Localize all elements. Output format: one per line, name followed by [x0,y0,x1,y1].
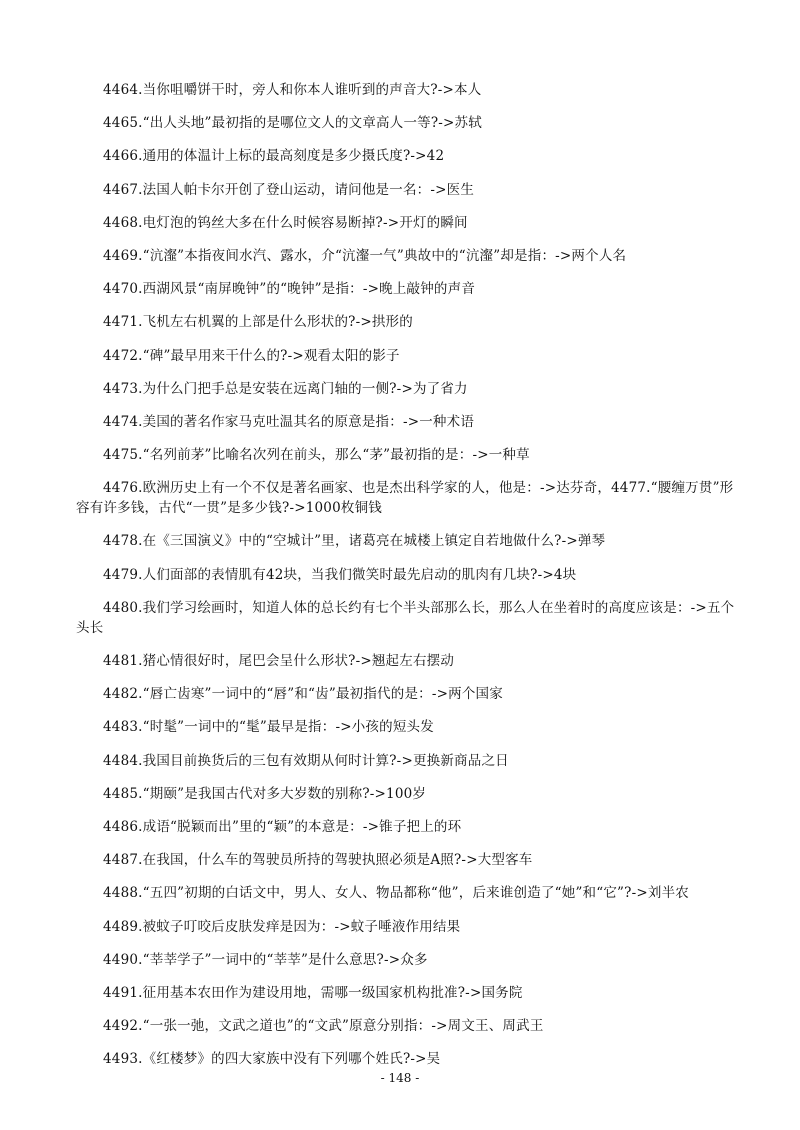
question-4491: 4491.征用基本农田作为建设用地，需哪一级国家机构批准?->国务院 [103,984,523,1001]
question-4467: 4467.法国人帕卡尔开创了登山运动，请问他是一名：->医生 [103,181,475,198]
question-4479: 4479.人们面部的表情肌有42块，当我们微笑时最先启动的肌肉有几块?->4块 [103,566,577,583]
question-4488: 4488.“五四”初期的白话文中，男人、女人、物品都称“他”，后来谁创造了“她”和“它”?->刘半农 [103,885,689,902]
question-4472: 4472.“碑”最早用来干什么的?->观看太阳的影子 [103,347,400,364]
question-4471: 4471.飞机左右机翼的上部是什么形状的?->拱形的 [103,314,413,331]
question-4478: 4478.在《三国演义》中的“空城计”里，诸葛亮在城楼上镇定自若地做什么?->弹琴 [103,533,606,550]
question-4476-4477: 4476.欧洲历史上有一个不仅是著名画家、也是杰出科学家的人，他是：->达芬奇，4477.“腰缠万贯”形容有许多钱，古代“一贯”是多少钱?->1000枚铜钱 [76,480,734,517]
question-4464: 4464.当你咀嚼饼干时，旁人和你本人谁听到的声音大?->本人 [103,82,482,98]
question-4493: 4493.《红楼梦》的四大家族中没有下列哪个姓氏?->吴 [103,1051,441,1068]
question-4466: 4466.通用的体温计上标的最高刻度是多少摄氏度?->42 [103,148,445,165]
question-4475: 4475.“名列前茅”比喻名次列在前头，那么“茅”最初指的是：->一种草 [103,447,530,464]
question-4474: 4474.美国的著名作家马克吐温其名的原意是指：->一种术语 [103,413,475,430]
question-4484: 4484.我国目前换货后的三包有效期从何时计算?->更换新商品之日 [103,752,509,769]
question-4489: 4489.被蚊子叮咬后皮肤发痒是因为：->蚊子唾液作用结果 [103,918,461,935]
question-4468: 4468.电灯泡的钨丝大多在什么时候容易断掉?->开灯的瞬间 [103,214,468,231]
question-4487: 4487.在我国，什么车的驾驶员所持的驾驶执照必须是A照?->大型客车 [103,852,533,869]
question-4470: 4470.西湖风景“南屏晚钟”的“晚钟”是指：->晚上敲钟的声音 [103,281,476,298]
question-4490: 4490.“莘莘学子”一词中的“莘莘”是什么意思?->众多 [103,951,428,968]
question-4486: 4486.成语“脱颖而出”里的“颖”的本意是：->锥子把上的环 [103,818,462,835]
question-4483: 4483.“时髦”一词中的“髦”最早是指：->小孩的短头发 [103,719,434,736]
question-4485: 4485.“期颐”是我国古代对多大岁数的别称?->100岁 [103,785,427,802]
question-4482: 4482.“唇亡齿寒”一词中的“唇”和“齿”最初指代的是：->两个国家 [103,686,503,703]
question-list [76,80,744,1082]
question-4469: 4469.“沆瀣”本指夜间水汽、露水，介“沆瀣一气”典故中的“沆瀣”却是指：->两个人名 [103,247,627,264]
question-4465: 4465.“出人头地”最初指的是哪位文人的文章高人一等?->苏轼 [103,115,482,132]
page-number: - 148 - [380,1071,420,1085]
question-4473: 4473.为什么门把手总是安装在远离门轴的一侧?->为了省力 [103,380,468,397]
question-4481: 4481.猪心情很好时，尾巴会呈什么形状?->翘起左右摆动 [103,653,455,669]
question-4480: 4480.我们学习绘画时，知道人体的总长约有七个半头部那么长，那么人在坐着时的高度应该是：->五个头长 [76,599,735,636]
question-4492: 4492.“一张一弛，文武之道也”的“文武”原意分别指：->周文王、周武王 [103,1018,544,1035]
